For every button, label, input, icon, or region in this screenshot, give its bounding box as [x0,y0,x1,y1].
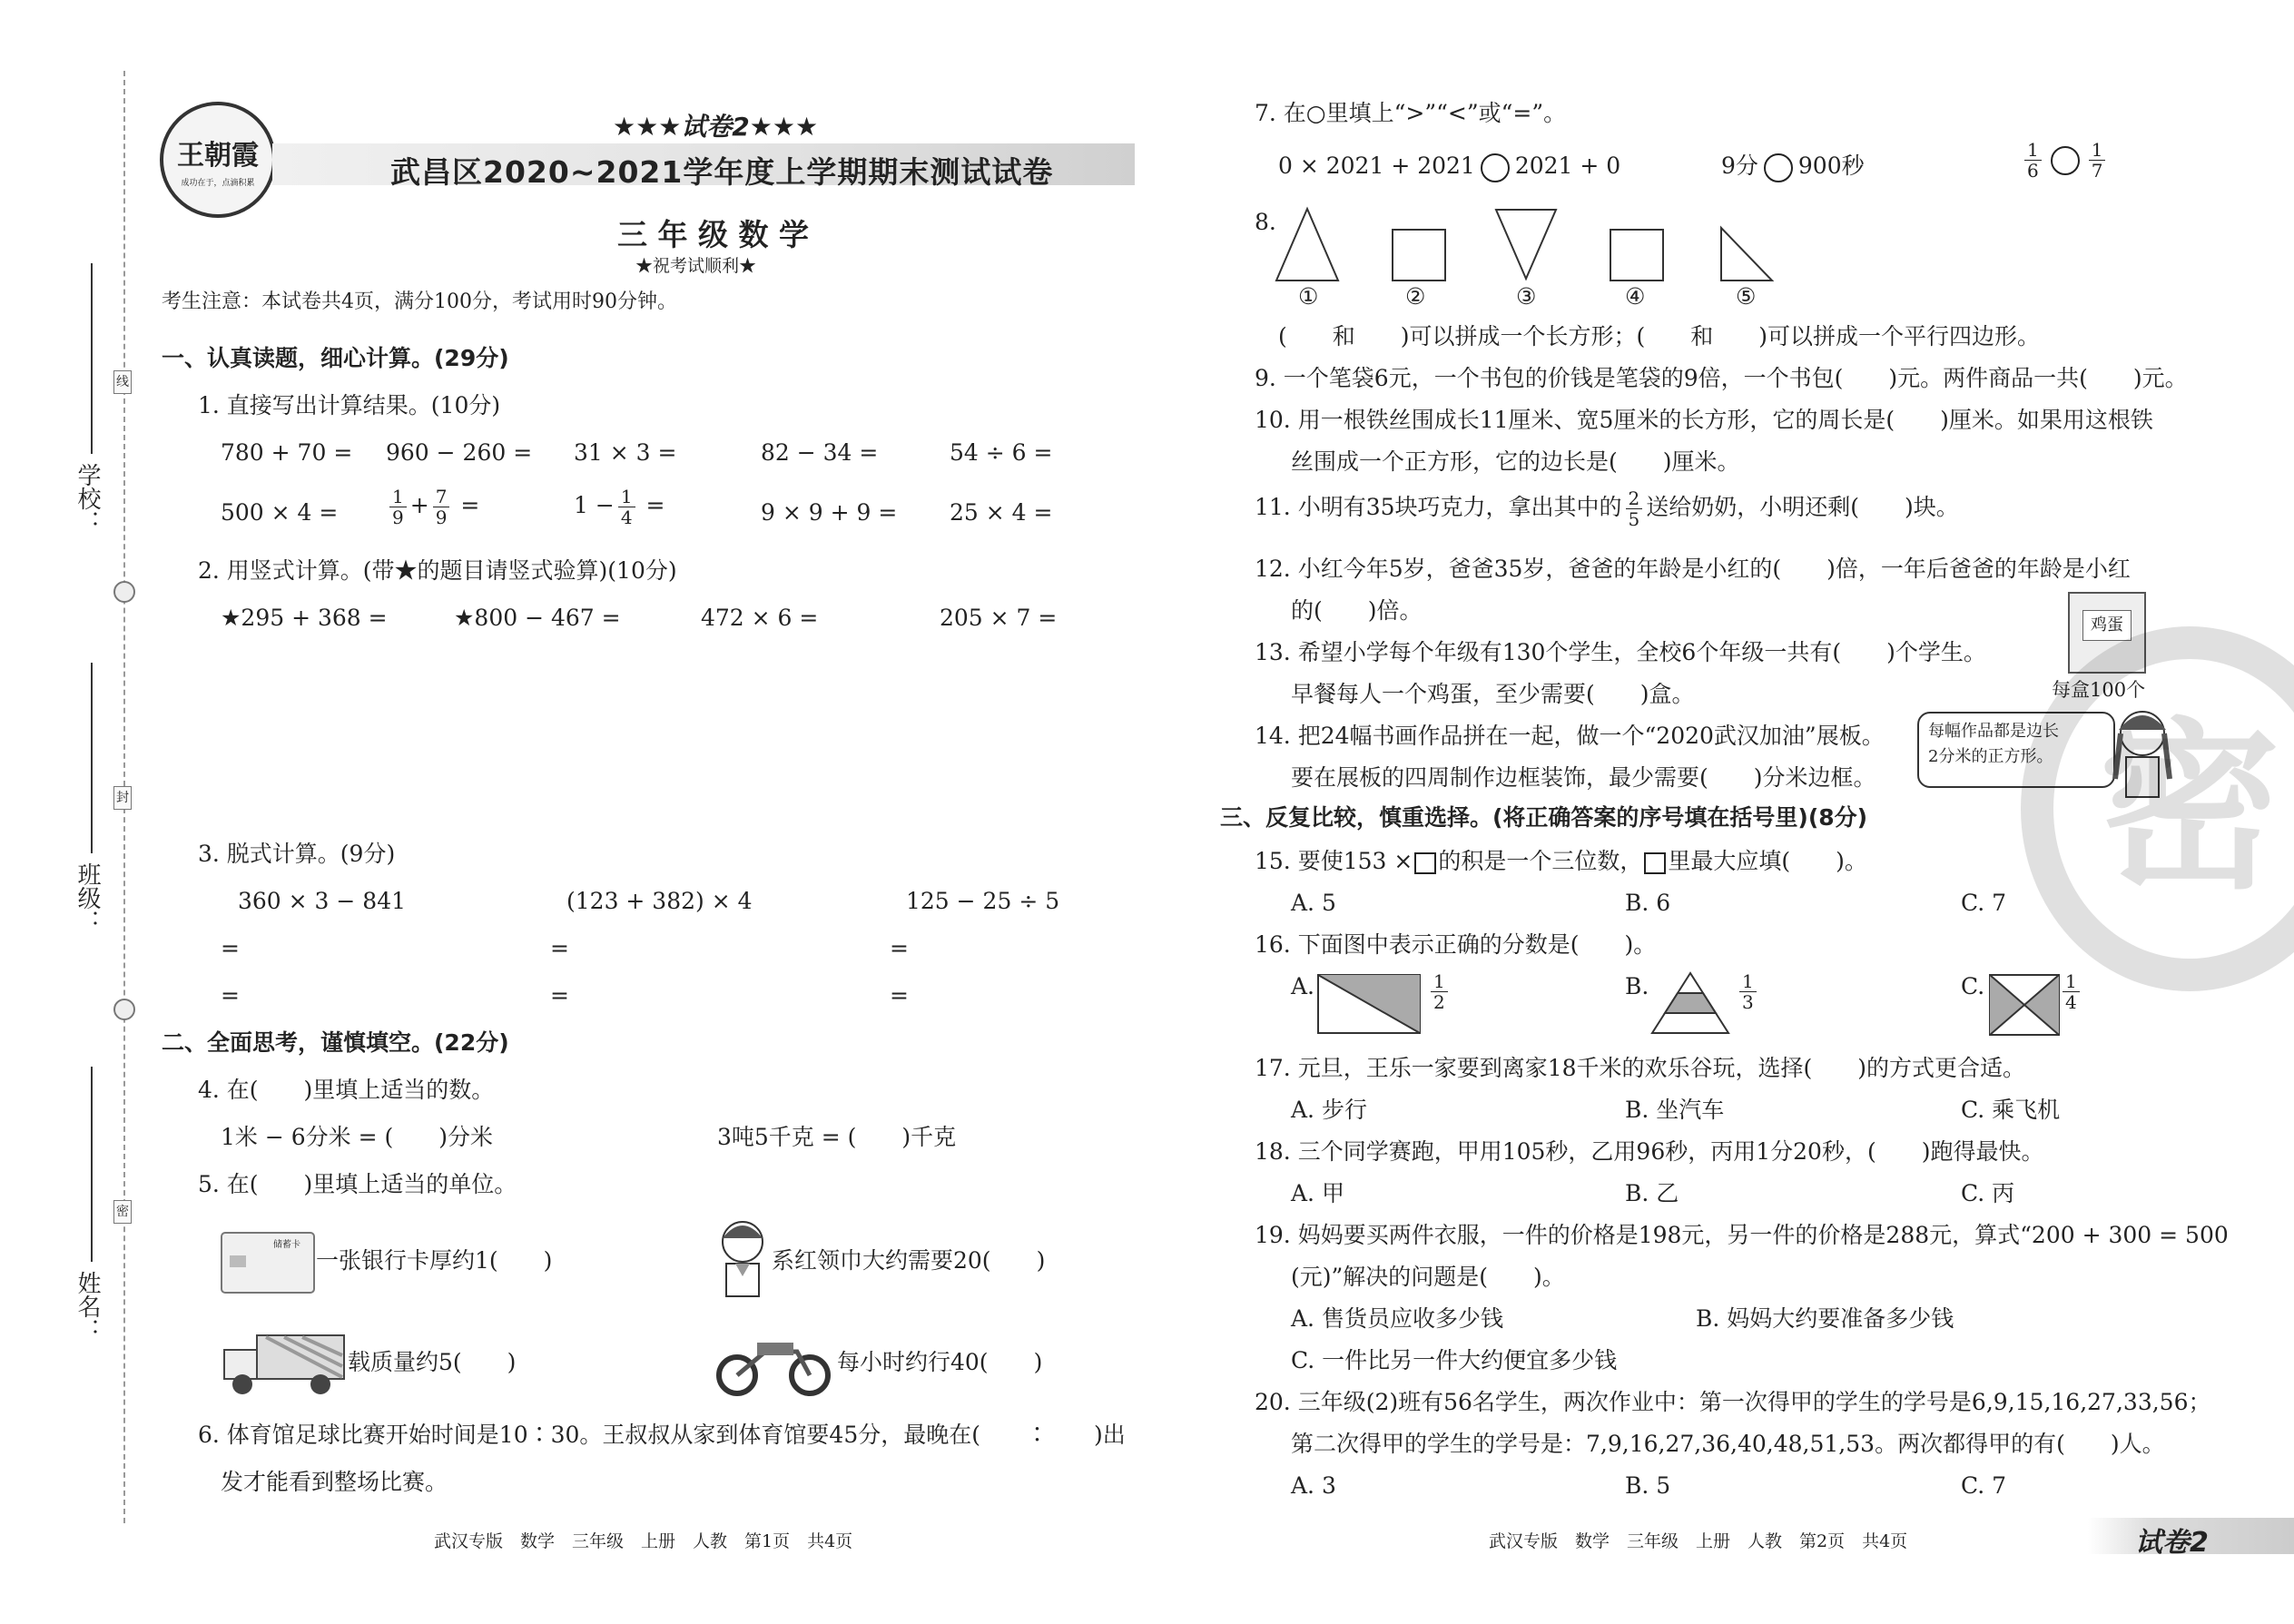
egg-caption: 每盒100个 [2052,679,2146,701]
option[interactable]: C. 丙 [1961,1180,2015,1206]
logo-text: 王朝霞 [177,140,259,172]
question-20: 20. 三年级(2)班有56名学生，两次作业中：第一次得甲的学生的学号是6,9,15,16,27,33,56； [1255,1389,2211,1415]
fill-item: 载质量约5( ) [348,1349,517,1375]
option[interactable]: B. 乙 [1625,1180,1679,1206]
vertical-calc: 472 × 6 = [701,605,819,631]
shape-label: ④ [1625,283,1646,310]
option[interactable]: C. 一件比另一件大约便宜多少钱 [1291,1347,1618,1373]
equal-sign: = [550,935,569,961]
question-19-cont: (元)”解决的问题是( )。 [1291,1264,1565,1290]
question-10: 10. 用一根铁丝围成长11厘米、宽5厘米的长方形，它的周长是( )厘米。如果用这根铁 [1255,407,2153,433]
compare-item: 0 × 2021 + 2021 2021 + 0 [1278,153,1620,182]
equal-sign: = [890,982,909,1009]
option[interactable]: B. 妈妈大约要准备多少钱 [1696,1305,1954,1332]
calc-item: 82 − 34 = [761,439,879,466]
name-label: 姓名： [74,1271,101,1342]
exam-title: 武昌区2020~2021学年度上学期期末测试试卷 [390,154,1054,190]
equal-sign: = [890,935,909,961]
question-14-cont: 要在展板的四周制作边框装饰，最少需要( )分米边框。 [1291,764,1876,791]
class-label: 班级： [74,862,101,933]
school-label: 学校： [74,463,101,534]
option-fraction [1427,971,1452,1012]
fill-item: 1米 − 6分米 = ( )分米 [221,1124,494,1150]
question-20-cont: 第二次得甲的学生的学号是：7,9,16,27,36,40,48,51,53。两次都得甲的有( )人。 [1291,1431,2165,1457]
shape-inverted-triangle [1496,210,1556,279]
vertical-calc: ★800 − 467 = [454,605,621,631]
question-1: 1. 直接写出计算结果。(10分) [198,392,501,418]
option[interactable]: A. 3 [1291,1472,1336,1499]
question-13-cont: 早餐每人一个鸡蛋，至少需要( )盒。 [1291,681,1695,707]
question-8: 8. [1255,209,1276,235]
binding-hole [113,999,135,1020]
section-title: 二、全面思考，谨慎填空。(22分) [162,1029,509,1056]
calc-item: 54 ÷ 6 = [950,439,1053,466]
truck-image [221,1330,348,1398]
calc-item: 780 + 70 = [221,439,353,466]
option-fraction [1736,971,1760,1012]
option[interactable]: A. 甲 [1291,1180,1344,1206]
shape-triangle [1276,209,1338,281]
question-15: 15. 要使153 × 的积是一个三位数， 里最大应填( )。 [1255,848,1867,874]
paper-number: ★★★试卷2★★★ [613,112,819,142]
shape-label: ② [1405,283,1426,310]
question-3: 3. 脱式计算。(9分) [198,841,396,867]
compare-circle[interactable] [1764,153,1793,182]
option[interactable]: A. [1291,973,1315,999]
question-14: 14. 把24幅书画作品拼在一起，做一个“2020武汉加油”展板。 [1255,723,1885,749]
triangle-third-figure [1650,971,1732,1037]
calc-item: 25 × 4 = [950,499,1053,526]
calc-item: 9 × 9 + 9 = [761,499,898,526]
rectangle-half-figure [1316,973,1425,1037]
fill-item: 3吨5千克 = ( )千克 [717,1124,957,1150]
exam-notice: 考生注意：本试卷共4页，满分100分，考试用时90分钟。 [162,290,677,313]
calc-item: 31 × 3 = [574,439,677,466]
fraction: $\frac{1}{3}$ [1739,971,1757,1012]
option[interactable]: B. 坐汽车 [1625,1097,1725,1123]
school-field[interactable] [91,263,93,454]
subject-title: 三 年 级 数 学 [617,217,809,252]
question-6: 6. 体育馆足球比赛开始时间是10∶30。王叔叔从家到体育馆要45分，最晚在( ∶ )出 [198,1422,1126,1448]
vertical-calc: ★295 + 368 = [221,605,388,631]
binding-mark-line: 线 [113,370,132,394]
name-field[interactable] [91,1067,93,1262]
fraction: $\frac{1}{2}$ [1431,971,1448,1012]
question-13: 13. 希望小学每个年级有130个学生，全校6个年级一共有( )个学生。 [1255,639,1986,665]
compare-circle[interactable] [2051,146,2080,175]
equal-sign: = [221,935,240,961]
option[interactable]: C. 乘飞机 [1961,1097,2061,1123]
option[interactable]: B. 6 [1625,890,1671,916]
calc-item: 960 − 260 = [386,439,533,466]
binding-mark-seal: 封 [113,786,132,810]
compare-circle[interactable] [1481,153,1510,182]
child-image [715,1216,770,1307]
bubble-line: 每幅作品都是边长 [1928,722,2059,741]
fill-item: ( 和 )可以拼成一个长方形；( 和 )可以拼成一个平行四边形。 [1278,323,2041,349]
fraction: $\frac{1}{6}$ [2024,140,2042,181]
shape-label: ① [1298,283,1319,310]
question-16: 16. 下面图中表示正确的分数是( )。 [1255,931,1657,958]
question-4: 4. 在( )里填上适当的数。 [198,1077,495,1103]
section-title: 三、反复比较，慎重选择。(将正确答案的序号填在括号里)(8分) [1220,804,1868,831]
compare-item: 9分 900秒 [1721,153,1865,182]
vertical-calc: 205 × 7 = [940,605,1058,631]
shape-label: ⑤ [1736,283,1757,310]
fill-item: 系红领巾大约需要20( ) [772,1247,1046,1274]
fraction: $\frac{1}{9}$ [389,487,407,527]
question-17: 17. 元旦，王乐一家要到离家18千米的欢乐谷玩，选择( )的方式更合适。 [1255,1055,2026,1081]
binding-hole [113,581,135,603]
blank-box[interactable] [1414,852,1436,874]
shape-square [1610,230,1663,281]
fraction: $\frac{1}{4}$ [2063,971,2080,1012]
question-2: 2. 用竖式计算。(带★的题目请竖式验算)(10分) [198,557,677,584]
compare-item [2021,140,2109,181]
question-6-cont: 发才能看到整场比赛。 [221,1469,448,1495]
step-calc: 125 − 25 ÷ 5 [906,888,1060,914]
logo [160,102,276,218]
page-footer: 武汉专版 数学 三年级 上册 人教 第2页 共4页 [1489,1531,1908,1551]
section-title: 一、认真读题，细心计算。(29分) [162,345,509,371]
option[interactable]: C. [1961,973,1985,999]
question-12-cont: 的( )倍。 [1291,597,1423,624]
square-quarter-figure [1988,973,2061,1037]
class-field[interactable] [91,663,93,853]
card-chip [230,1255,246,1267]
option-fraction [2059,971,2083,1012]
step-calc: (123 + 382) × 4 [566,888,753,914]
question-19: 19. 妈妈要买两件衣服，一件的价格是198元，另一件的价格是288元，算式“200 + 300 = 500 [1255,1222,2229,1248]
question-7: 7. 在○里填上“>”“<”或“=”。 [1255,100,1567,126]
question-5: 5. 在( )里填上适当的单位。 [198,1171,517,1197]
blank-box[interactable] [1644,852,1666,874]
question-18: 18. 三个同学赛跑，甲用105秒，乙用96秒，丙用1分20秒，( )跑得最快。 [1255,1138,2044,1165]
fill-item: 一张银行卡厚约1( ) [316,1247,553,1274]
option[interactable]: C. 7 [1961,1472,2007,1499]
footer-tag: 试卷2 [2135,1527,2209,1559]
question-11: 11. 小明有35块巧克力，拿出其中的 $\frac{2}{5}$ 送给奶奶，小明还剩( )块。 [1255,487,1959,530]
option[interactable]: B. [1625,973,1649,999]
fraction: $\frac{1}{7}$ [2089,140,2106,181]
step-calc: 360 × 3 − 841 [238,888,407,914]
question-9: 9. 一个笔袋6元，一个书包的价钱是笔袋的9倍，一个书包( )元。两件商品一共( )元。 [1255,365,2188,391]
calc-item-fraction: $\frac{1}{9}$ + $\frac{7}{9}$ = [386,487,479,527]
option[interactable]: A. 售货员应收多少钱 [1291,1305,1503,1332]
equal-sign: = [550,982,569,1009]
equal-sign: = [221,982,240,1009]
page-footer: 武汉专版 数学 三年级 上册 人教 第1页 共4页 [434,1531,853,1551]
calc-item-fraction: 1 − $\frac{1}{4}$ = [574,486,665,528]
question-10-cont: 丝围成一个正方形，它的边长是( )厘米。 [1291,448,1740,475]
fill-item: 每小时约行40( ) [837,1349,1043,1375]
fraction: $\frac{1}{4}$ [618,487,635,527]
wish-text: ★祝考试顺利★ [635,256,757,276]
motorcycle-image [715,1330,833,1398]
option[interactable]: C. 7 [1961,890,2007,916]
option[interactable]: A. 步行 [1291,1097,1367,1123]
shape-right-triangle [1721,228,1772,281]
logo-subtext: 成功在于，点滴积累 [181,179,255,188]
card-label: 储蓄卡 [273,1240,300,1250]
option[interactable]: B. 5 [1625,1472,1671,1499]
shape-label: ③ [1516,283,1537,310]
egg-box-label: 鸡蛋 [2082,610,2132,641]
fraction: $\frac{2}{5}$ [1626,488,1643,529]
watermark-text: 密 [2098,703,2280,914]
fraction: $\frac{7}{9}$ [433,487,450,527]
calc-item: 500 × 4 = [221,499,339,526]
binding-mark-mi: 密 [113,1200,132,1224]
bank-card-image [221,1232,315,1294]
question-12: 12. 小红今年5岁，爸爸35岁，爸爸的年龄是小红的( )倍，一年后爸爸的年龄是小红 [1255,556,2131,582]
shape-square [1393,230,1445,281]
bubble-line: 2分米的正方形。 [1928,747,2053,766]
option[interactable]: A. 5 [1291,890,1336,916]
